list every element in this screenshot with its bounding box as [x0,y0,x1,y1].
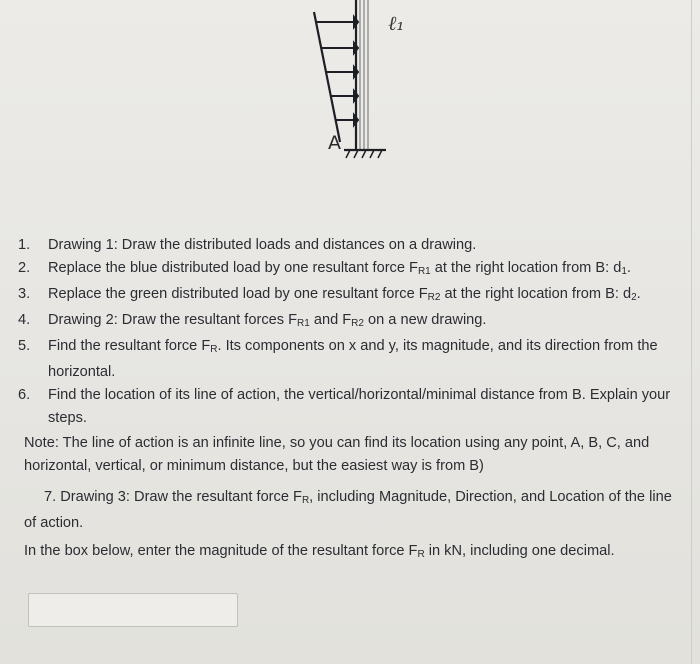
step-text: Find the resultant force $F_R$. Its components on x and y, its magnitude, and its direction from the horizontal. [48,338,658,380]
step-number: 2. [18,260,31,276]
load-diagram [300,0,420,170]
step-text: Find the location of its line of action, the vertical/horizontal/minimal distance from B. Explain your steps. [48,387,671,426]
steps-list [18,234,678,430]
step-text: Replace the blue distributed load by one resultant force $F_{R1}$ at the right location from B: $d_1$. [48,260,631,277]
list-item [18,234,678,257]
step-number: 4. [18,312,31,328]
step-text: Drawing 1: Draw the distributed loads and distances on a drawing. [48,237,477,253]
list-item [18,384,678,430]
answer-instruction: In the box below, enter the magnitude of the resultant force $F_R$ in kN, including one decimal. [24,543,615,560]
step-number: 6. [18,387,31,403]
step-7-text: 7. Drawing 3: Draw the resultant force $F_R$, including Magnitude, Direction, and Location of the line of action. [24,489,672,531]
step-number: 5. [18,338,31,354]
step-text: Drawing 2: Draw the resultant forces $F_{R1}$ and $F_{R2}$ on a new drawing. [48,312,487,329]
load-slope-line [314,12,340,142]
support-hatch [346,150,382,158]
list-item [18,283,678,309]
answer-input[interactable] [28,593,238,627]
list-item [18,257,678,283]
load-diagram-drawing [300,0,420,170]
note-text: Note: The line of action is an infinite line, so you can find its location using any point, A, B, C, and horizontal, vertical, or minimum distance, but the easiest way is from B) [24,435,650,474]
page-edge [691,0,692,664]
list-item [18,335,678,384]
load-arrows [317,17,358,125]
step-text: Replace the green distributed load by one resultant force $F_{R2}$ at the right location from B: $d_2$. [48,286,641,303]
length-label: ℓ₁ [388,11,405,35]
point-a-label: A [328,132,341,154]
step-number: 1. [18,237,31,253]
list-item [18,309,678,335]
step-number: 3. [18,286,31,302]
